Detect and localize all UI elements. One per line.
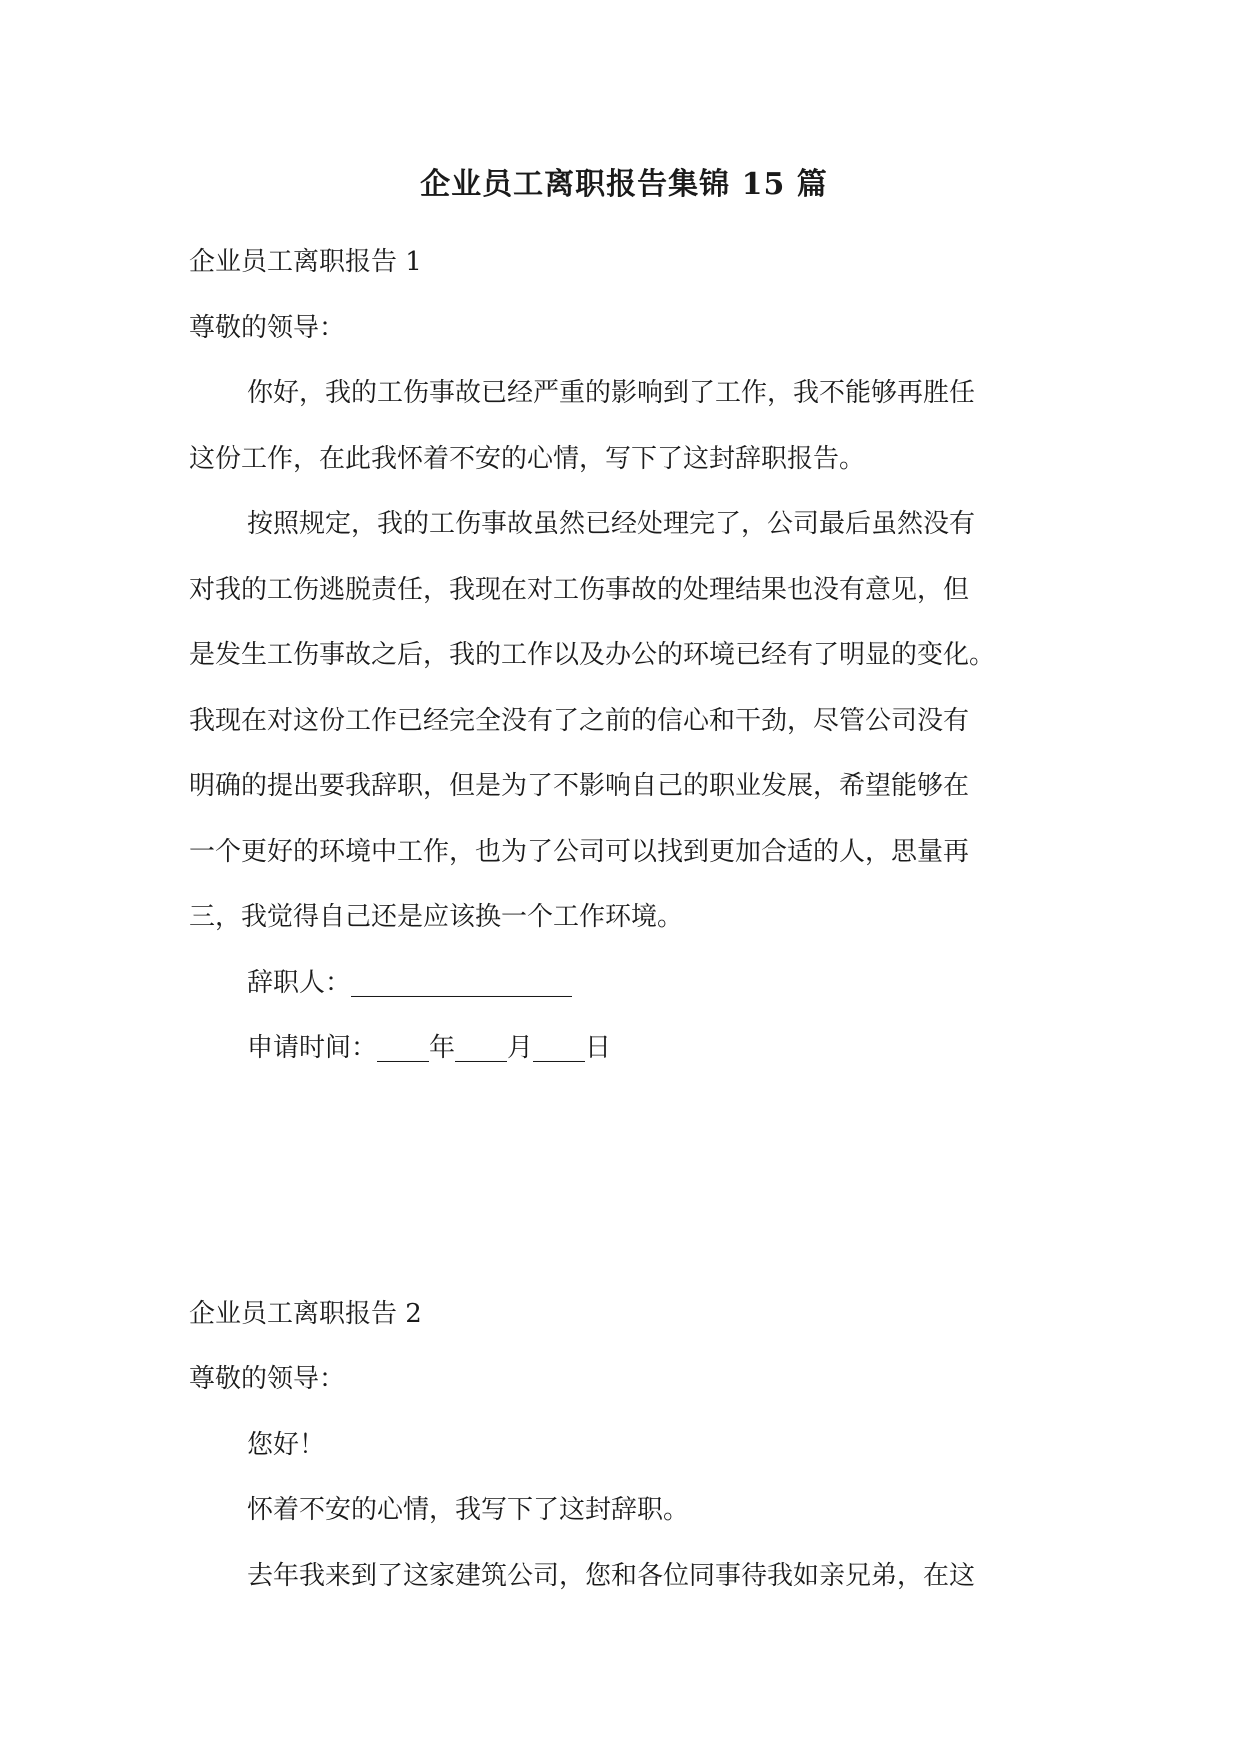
- text-line: 怀着不安的心情，我写下了这封辞职。: [247, 1495, 690, 1525]
- text-line: 去年我来到了这家建筑公司，您和各位同事待我如亲兄弟，在这: [247, 1560, 976, 1591]
- text-line: 三，我觉得自己还是应该换一个工作环境。: [189, 902, 684, 932]
- section-spacer: [189, 1082, 1059, 1282]
- text-line: 这份工作，在此我怀着不安的心情，写下了这封辞职报告。: [189, 443, 866, 474]
- paragraph: [189, 492, 1059, 951]
- document-title: 企业员工离职报告集锦 15 篇: [420, 167, 828, 202]
- greeting: 您好！: [247, 1429, 326, 1460]
- text-line: 按照规定，我的工伤事故虽然已经处理完了，公司最后虽然没有: [247, 509, 976, 539]
- date-line: 申请时间：____年____月____日: [247, 1033, 612, 1063]
- letter-2: [189, 1282, 1059, 1610]
- salutation: 尊敬的领导：: [189, 312, 346, 343]
- letter-heading: 企业员工离职报告 2: [189, 1298, 422, 1329]
- letter-heading: 企业员工离职报告 1: [189, 247, 422, 277]
- text-line: 明确的提出要我辞职，但是为了不影响自己的职业发展，希望能够在: [189, 771, 970, 801]
- text-line: 你好，我的工伤事故已经严重的影响到了工作，我不能够再胜任: [247, 378, 976, 408]
- document-page: [189, 140, 1059, 1609]
- letter-1: [189, 230, 1059, 1082]
- text-line: 一个更好的环境中工作，也为了公司可以找到更加合适的人，思量再: [189, 836, 970, 867]
- text-line: 对我的工伤逃脱责任，我现在对工伤事故的处理结果也没有意见，但: [189, 574, 970, 605]
- salutation: 尊敬的领导：: [189, 1364, 346, 1394]
- text-line: 是发生工伤事故之后，我的工作以及办公的环境已经有了明显的变化。: [189, 640, 996, 670]
- paragraph: [189, 361, 1059, 492]
- signature-line: 辞职人：_________________: [247, 967, 573, 998]
- text-line: 我现在对这份工作已经完全没有了之前的信心和干劲，尽管公司没有: [189, 705, 970, 736]
